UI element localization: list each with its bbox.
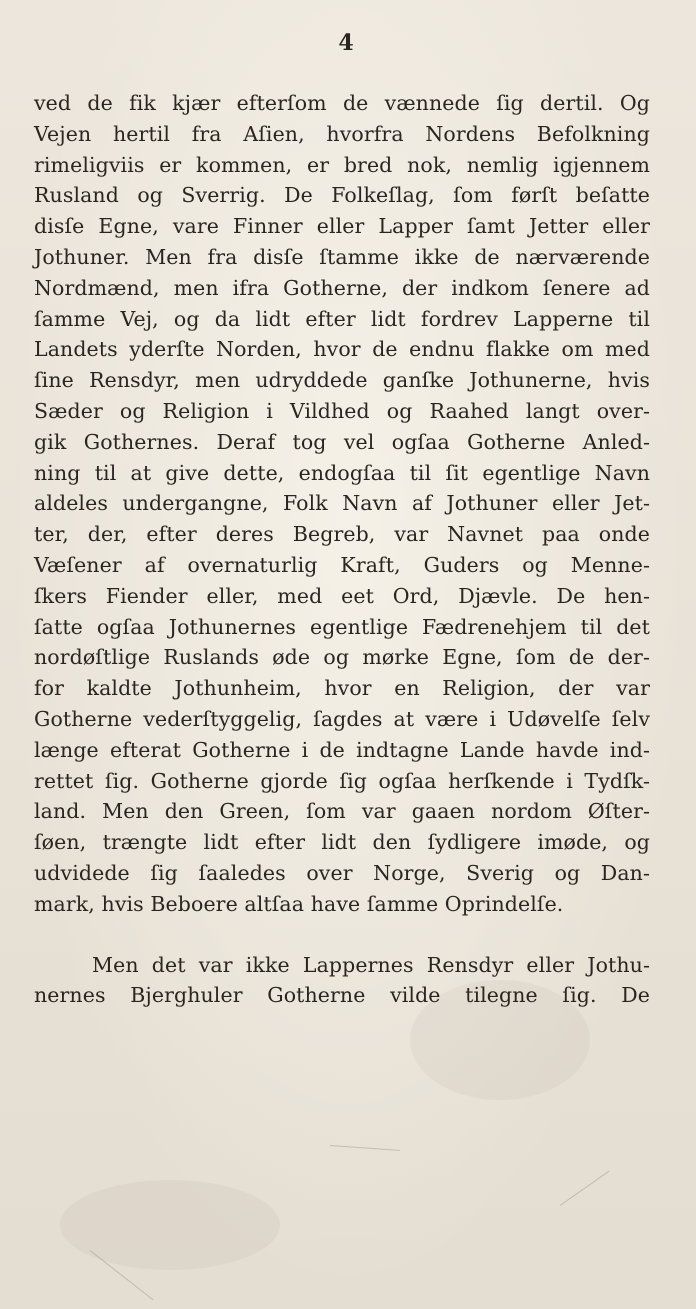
paper-scratch	[560, 1171, 610, 1206]
text-line: land. Men den Green, ſom var gaaen nordom Øſter-	[34, 799, 650, 824]
text-line: Gotherne vederſtyggelig, ſagdes at være i Udøvelſe ſelv	[34, 706, 650, 731]
text-line: Vejen hertil fra Aſien, hvorfra Nordens Befolkning	[34, 121, 650, 146]
text-line: ſamme Vej, og da lidt efter lidt fordrev Lapperne til	[34, 306, 650, 331]
text-line: gik Gothernes. Deraf tog vel ogſaa Gotherne Anled-	[34, 429, 650, 454]
body-text	[34, 88, 650, 1011]
text-line: Væſener af overnaturlig Kraft, Guders og Menne-	[34, 552, 650, 577]
text-line: ter, der, efter deres Begreb, var Navnet paa onde	[34, 522, 650, 547]
paragraph	[34, 950, 650, 1012]
text-line: nordøſtlige Ruslands øde og mørke Egne, ſom de der-	[34, 645, 650, 670]
text-line: Sæder og Religion i Vildhed og Raahed langt over-	[34, 398, 650, 423]
text-line: Jothuner. Men fra disſe ſtamme ikke de nærværende	[34, 244, 650, 269]
text-line: Nordmænd, men ifra Gotherne, der indkom ſenere ad	[34, 275, 650, 300]
paper-scratch	[330, 1145, 400, 1151]
text-line: ſkers Fiender eller, med eet Ord, Djævle. De hen-	[34, 583, 650, 608]
text-line: ved de fik kjær efterſom de vænnede ſig dertil. Og	[34, 91, 650, 115]
text-line: aldeles undergangne, Folk Navn af Jothuner eller Jet-	[34, 491, 650, 516]
text-line: længe efterat Gotherne i de indtagne Lande havde ind-	[34, 737, 650, 762]
text-line: disſe Egne, vare Finner eller Lapper ſamt Jetter eller	[34, 214, 650, 239]
page-number: 4	[338, 30, 354, 56]
text-line: for kaldte Jothunheim, hvor en Religion, der var	[34, 676, 650, 701]
text-line: nernes Bjerghuler Gotherne vilde tilegne ſig. De	[34, 983, 650, 1008]
text-line: rimeligviis er kommen, er bred nok, nemlig igjennem	[34, 152, 650, 177]
text-line: Rusland og Sverrig. De Folkeſlag, ſom førſt beſatte	[34, 183, 650, 208]
text-line: Landets yderſte Norden, hvor de endnu flakke om med	[34, 337, 650, 362]
text-line: rettet ſig. Gotherne gjorde ſig ogſaa herſkende i Tydſk-	[34, 768, 650, 793]
paragraph-break	[34, 920, 650, 950]
paper-stain	[60, 1180, 280, 1270]
paragraph	[34, 88, 650, 920]
text-line: ſine Rensdyr, men udryddede ganſke Jothunerne, hvis	[34, 368, 650, 393]
text-line: ſatte ogſaa Jothunernes egentlige Fædrenehjem til det	[34, 614, 650, 639]
text-line: ſøen, trængte lidt efter lidt den ſydligere imøde, og	[34, 830, 650, 855]
text-line: mark, hvis Beboere altſaa have ſamme Oprindelſe.	[34, 891, 564, 916]
text-line: ning til at give dette, endogſaa til ſit egentlige Navn	[34, 460, 650, 485]
text-line: udvidede ſig ſaaledes over Norge, Sverig og Dan-	[34, 860, 650, 885]
text-line: Men det var ikke Lappernes Rensdyr eller Jothu-	[92, 952, 650, 977]
